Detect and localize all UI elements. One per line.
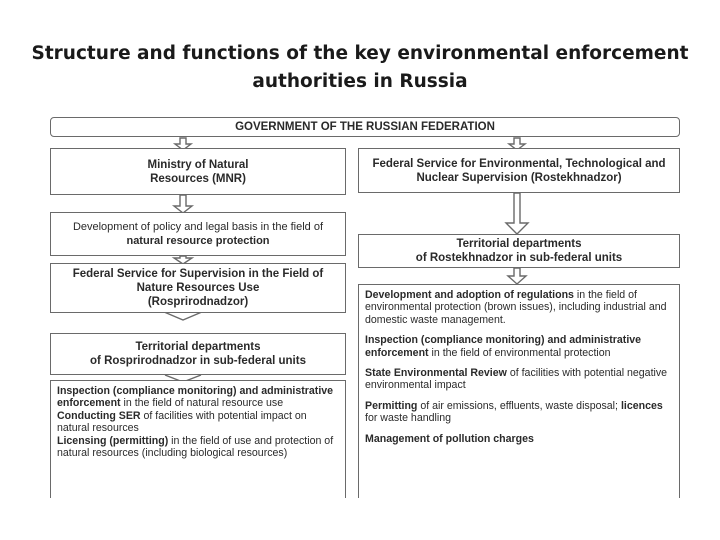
function-right-2: Inspection (compliance monitoring) and administrative enforcement in the field of environmental protection <box>365 334 642 359</box>
functions-left-box <box>50 380 346 498</box>
function-right-4: Permitting of air emissions, effluents, waste disposal; licences for waste handling <box>365 399 663 425</box>
title-line-1: Structure and functions of the key environmental enforcement <box>31 43 689 64</box>
rostekhnadzor-line-1: Federal Service for Environmental, Technological and <box>372 157 666 170</box>
function-left-2: Conducting SER of facilities with potential impact on natural resources <box>57 409 307 435</box>
ministry-box <box>50 148 346 195</box>
rosprirodnadzor-line-1: Federal Service for Supervision in the Field of <box>72 268 324 280</box>
function-left-1: Inspection (compliance monitoring) and administrative enforcement in the field of natural resource use <box>57 385 334 410</box>
policy-line-2: natural resource protection <box>126 235 270 247</box>
rosprirodnadzor-line-2: Nature Resources Use <box>136 282 260 294</box>
rostekhnadzor-box <box>358 148 680 193</box>
title-line-2: authorities in Russia <box>252 71 468 92</box>
rosprirodnadzor-line-3: (Rosprirodnadzor) <box>147 296 249 308</box>
ministry-line-1: Ministry of Natural <box>147 158 249 171</box>
territorial-left-line-1: Territorial departments <box>135 341 261 353</box>
function-left-3: Licensing (permitting) in the field of use and protection of natural resources (including biological resources) <box>57 434 334 460</box>
government-box <box>50 117 680 137</box>
rosprirodnadzor-box <box>50 263 346 313</box>
territorial-right-box <box>358 234 680 268</box>
function-right-3: State Environmental Review of facilities with potential negative environmental impact <box>365 367 668 392</box>
territorial-left-box <box>50 333 346 375</box>
arrow-rostekhnadzor-to-territorial <box>506 193 528 234</box>
territorial-right-line-2: of Rostekhnadzor in sub-federal units <box>415 252 623 264</box>
ministry-line-2: Resources (MNR) <box>150 172 246 185</box>
government-label: GOVERNMENT OF THE RUSSIAN FEDERATION <box>235 121 495 133</box>
rostekhnadzor-line-2: Nuclear Supervision (Rostekhnadzor) <box>416 171 622 184</box>
functions-right-box <box>358 284 680 498</box>
policy-box <box>50 212 346 256</box>
function-right-1: Development and adoption of regulations in the field of environmental protection (brown issues), including industrial and domestic waste management. <box>365 289 667 326</box>
arrow-ministry-to-policy <box>174 195 192 213</box>
function-right-5: Management of pollution charges <box>365 432 534 445</box>
arrow-territorial-right-to-functions <box>508 268 526 284</box>
territorial-right-line-1: Territorial departments <box>456 238 582 250</box>
territorial-left-line-2: of Rosprirodnadzor in sub-federal units <box>90 355 306 367</box>
policy-line-1: Development of policy and legal basis in the field of <box>72 221 324 233</box>
